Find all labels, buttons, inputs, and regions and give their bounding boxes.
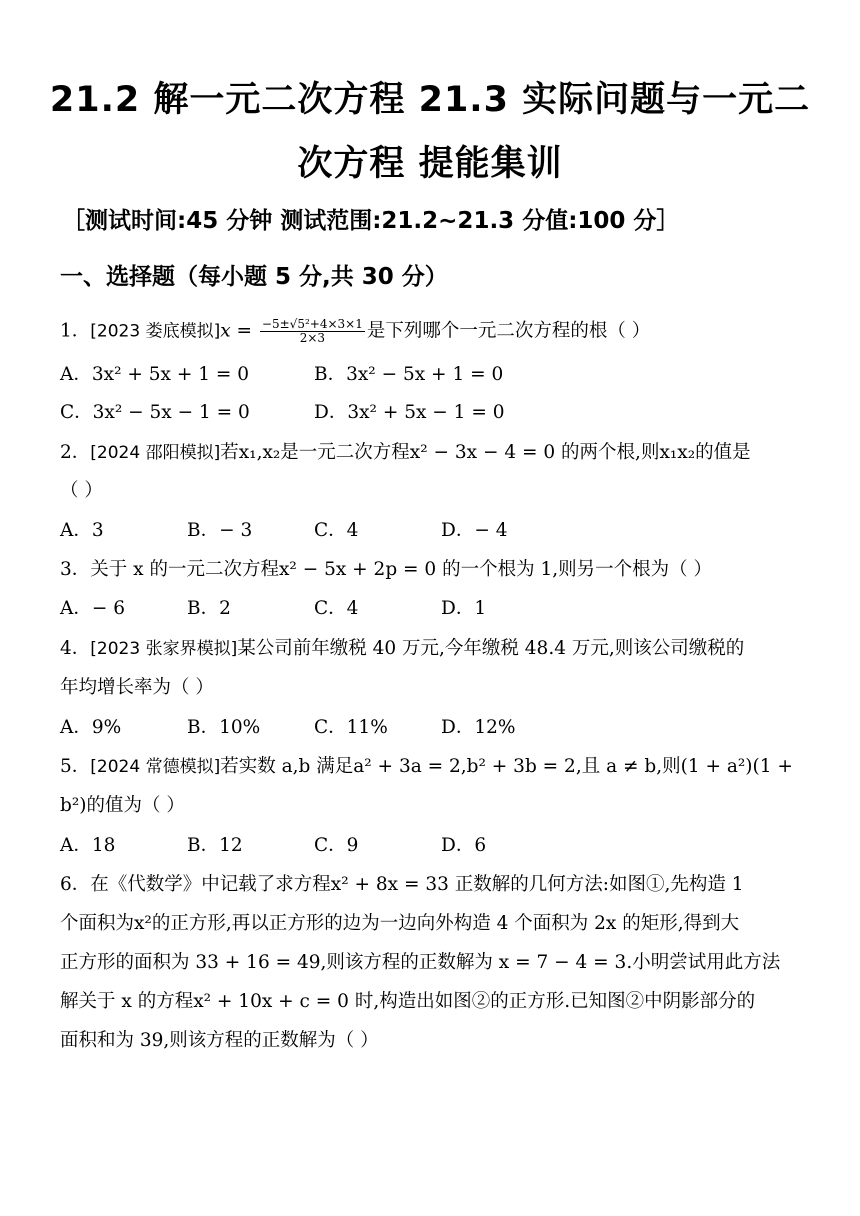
test-info: ［测试时间:45 分钟 测试范围:21.2~21.3 分值:100 分］	[62, 208, 680, 234]
question-4-cont: 年均增长率为（ ）	[60, 677, 214, 698]
option-a: A．3x² + 5x + 1 = 0	[60, 364, 250, 385]
option-b: B．3x² − 5x + 1 = 0	[314, 364, 504, 385]
option-d: D．3x² + 5x − 1 = 0	[314, 402, 505, 423]
source-tag: [2023 娄底模拟]	[90, 321, 221, 342]
page-title-line-1: 21.2 解一元二次方程 21.3 实际问题与一元二	[49, 80, 811, 120]
question-number: 2．	[60, 442, 91, 463]
question-3	[60, 558, 712, 582]
question-stem: 在《代数学》中记载了求方程x² + 8x = 33 正数解的几何方法:如图①,先构造 1	[90, 874, 744, 895]
question-5	[60, 755, 793, 779]
option-c: C．4	[314, 520, 359, 541]
question-stem: 关于 x 的一元二次方程x² − 5x + 2p = 0 的一个根为 1,则另一个根为（ ）	[90, 559, 712, 580]
question-number: 1．	[60, 320, 91, 342]
question-6	[60, 873, 744, 897]
option-a: A．9%	[60, 717, 122, 738]
question-6-line-2: 个面积为x²的正方形,再以正方形的边为一边向外构造 4 个面积为 2x 的矩形,得到大	[60, 913, 740, 934]
option-b: B．10%	[187, 717, 261, 738]
option-c: C．4	[314, 598, 359, 619]
option-a: A．− 6	[60, 598, 126, 619]
source-tag: [2024 常德模拟]	[90, 757, 221, 777]
question-number: 5．	[60, 756, 91, 777]
option-b: B．2	[187, 598, 231, 619]
page-title-line-2: 次方程 提能集训	[297, 144, 563, 184]
option-b: B．− 3	[187, 520, 253, 541]
question-1: 1．[2023 娄底模拟]x = $\frac{\text{−5±√5²+4×3×1}}{2\times 3}$ 是下列哪个一元二次方程的根（ ）	[60, 317, 651, 345]
question-stem: 若x₁,x₂是一元二次方程x² − 3x − 4 = 0 的两个根,则x₁x₂的值是	[220, 442, 751, 463]
question-6-line-5: 面积和为 39,则该方程的正数解为（ ）	[60, 1030, 379, 1051]
question-number: 3．	[60, 559, 91, 580]
question-stem: 若实数 a,b 满足a² + 3a = 2,b² + 3b = 2,且 a ≠ b,则(1 + a²)(1 +	[220, 756, 793, 777]
question-number: 4．	[60, 638, 91, 659]
option-a: A．18	[60, 835, 116, 856]
question-4	[60, 637, 744, 661]
option-d: D．− 4	[441, 520, 508, 541]
question-5-cont: b²)的值为（ ）	[60, 795, 185, 816]
option-d: D．6	[441, 835, 487, 856]
section-heading: 一、选择题（每小题 5 分,共 30 分）	[60, 264, 448, 290]
root-formula: $\frac{\text{−5±√5²+4×3×1}}{2\times 3}$	[261, 317, 363, 345]
option-d: D．1	[441, 598, 487, 619]
option-c: C．9	[314, 835, 359, 856]
source-tag: [2024 邵阳模拟]	[90, 443, 221, 463]
option-b: B．12	[187, 835, 243, 856]
source-tag: [2023 张家界模拟]	[90, 639, 238, 659]
option-a: A．3	[60, 520, 104, 541]
question-6-line-4: 解关于 x 的方程x² + 10x + c = 0 时,构造出如图②的正方形.已知图②中阴影部分的	[60, 991, 756, 1012]
question-2-blank: （ ）	[60, 480, 103, 501]
question-2	[60, 441, 751, 465]
question-stem: 某公司前年缴税 40 万元,今年缴税 48.4 万元,则该公司缴税的	[237, 638, 745, 659]
question-number: 6．	[60, 874, 91, 895]
option-d: D．12%	[441, 717, 516, 738]
option-c: C．11%	[314, 717, 388, 738]
option-c: C．3x² − 5x − 1 = 0	[60, 402, 250, 423]
question-6-line-3: 正方形的面积为 33 + 16 = 49,则该方程的正数解为 x = 7 − 4 = 3.小明尝试用此方法	[60, 952, 781, 973]
question-stem: 是下列哪个一元二次方程的根（ ）	[366, 320, 651, 342]
